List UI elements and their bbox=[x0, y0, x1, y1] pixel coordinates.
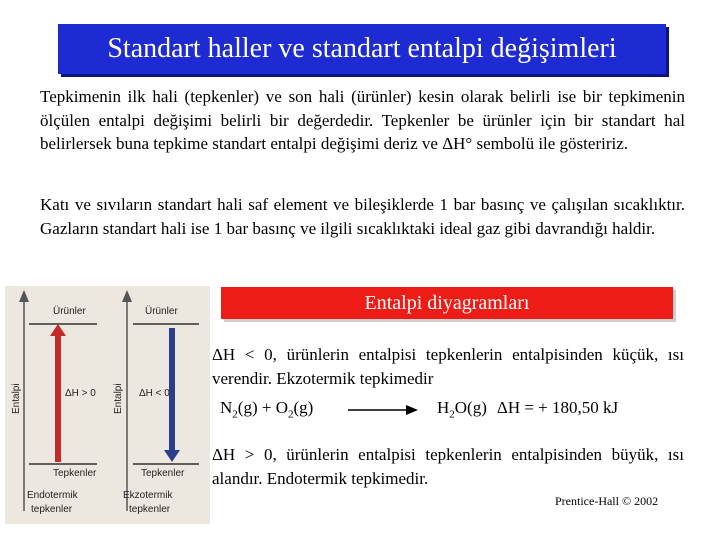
enthalpy-diagram-drawing bbox=[5, 286, 210, 524]
left-delta-label: ΔH > 0 bbox=[65, 388, 96, 399]
section-title bbox=[221, 287, 673, 319]
right-delta-arrowhead bbox=[164, 450, 180, 462]
eq-o2-sub: 2 bbox=[287, 408, 294, 421]
eq-right-end: O(g) bbox=[454, 398, 487, 417]
right-axis-arrowhead bbox=[122, 290, 132, 302]
slide-title-text: Standart haller ve standart entalpi değişimleri bbox=[107, 33, 617, 64]
eq-h: H bbox=[437, 398, 450, 417]
eq-left-end: (g) bbox=[293, 398, 314, 417]
eq-n2-sub: 2 bbox=[232, 408, 238, 421]
source-credit: Prentice-Hall © 2002 bbox=[555, 494, 659, 508]
section-title-text: Entalpi diyagramları bbox=[364, 291, 530, 314]
right-axis-label: Entalpi bbox=[113, 383, 124, 414]
slide-title bbox=[58, 24, 666, 74]
right-delta-label: ΔH < 0 bbox=[139, 388, 170, 399]
left-axis-arrowhead bbox=[19, 290, 29, 302]
eq-h2-sub: 2 bbox=[449, 408, 455, 421]
left-delta-arrowhead bbox=[50, 324, 66, 336]
left-top-label: Ürünler bbox=[53, 306, 86, 317]
left-caption-line1: Endotermik bbox=[27, 490, 78, 501]
standard-state-paragraph: Katı ve sıvıların standart hali saf element ve bileşiklerde 1 bar basınç ve çalışılan sıcaklıktır. Gazların standart hali ise 1 bar basınç ve ilgili sıcaklıktaki ideal gaz gibi davrandığı haldir. bbox=[40, 195, 685, 238]
left-caption-line2: tepkenler bbox=[31, 504, 73, 515]
endothermic-paragraph: ΔH > 0, ürünlerin entalpisi tepkenlerin entalpisinden büyük, ısı alandır. Endotermik tepkimedir. bbox=[212, 445, 684, 488]
equation-products bbox=[437, 398, 618, 420]
exothermic-paragraph: ΔH < 0, ürünlerin entalpisi tepkenlerin entalpisinden küçük, ısı verendir. Ekzotermik tepkimedir bbox=[212, 345, 684, 388]
right-top-label: Ürünler bbox=[145, 306, 178, 317]
right-caption-line2: tepkenler bbox=[129, 504, 171, 515]
eq-n: N bbox=[220, 398, 233, 417]
reaction-arrow-icon bbox=[348, 403, 418, 417]
equation-reactants bbox=[220, 398, 313, 420]
eq-delta: ΔH = + 180,50 kJ bbox=[496, 398, 619, 417]
right-caption-line1: Ekzotermik bbox=[123, 490, 173, 501]
right-bottom-label: Tepkenler bbox=[141, 468, 185, 479]
eq-mid: (g) + O bbox=[237, 398, 288, 417]
left-axis-label: Entalpi bbox=[11, 383, 22, 414]
enthalpy-diagram-image bbox=[5, 286, 210, 524]
intro-paragraph: Tepkimenin ilk hali (tepkenler) ve son hali (ürünler) kesin olarak belirli ise bir tepkimenin ölçülen entalpi değişimi belirli bir değerdedir. Tepkenler be ürünler için bir standart hal belirlersek buna tepkime standart entalpi değişimi deriz ve ΔH° sembolü ile gösteririz. bbox=[40, 87, 685, 154]
left-bottom-label: Tepkenler bbox=[53, 468, 97, 479]
